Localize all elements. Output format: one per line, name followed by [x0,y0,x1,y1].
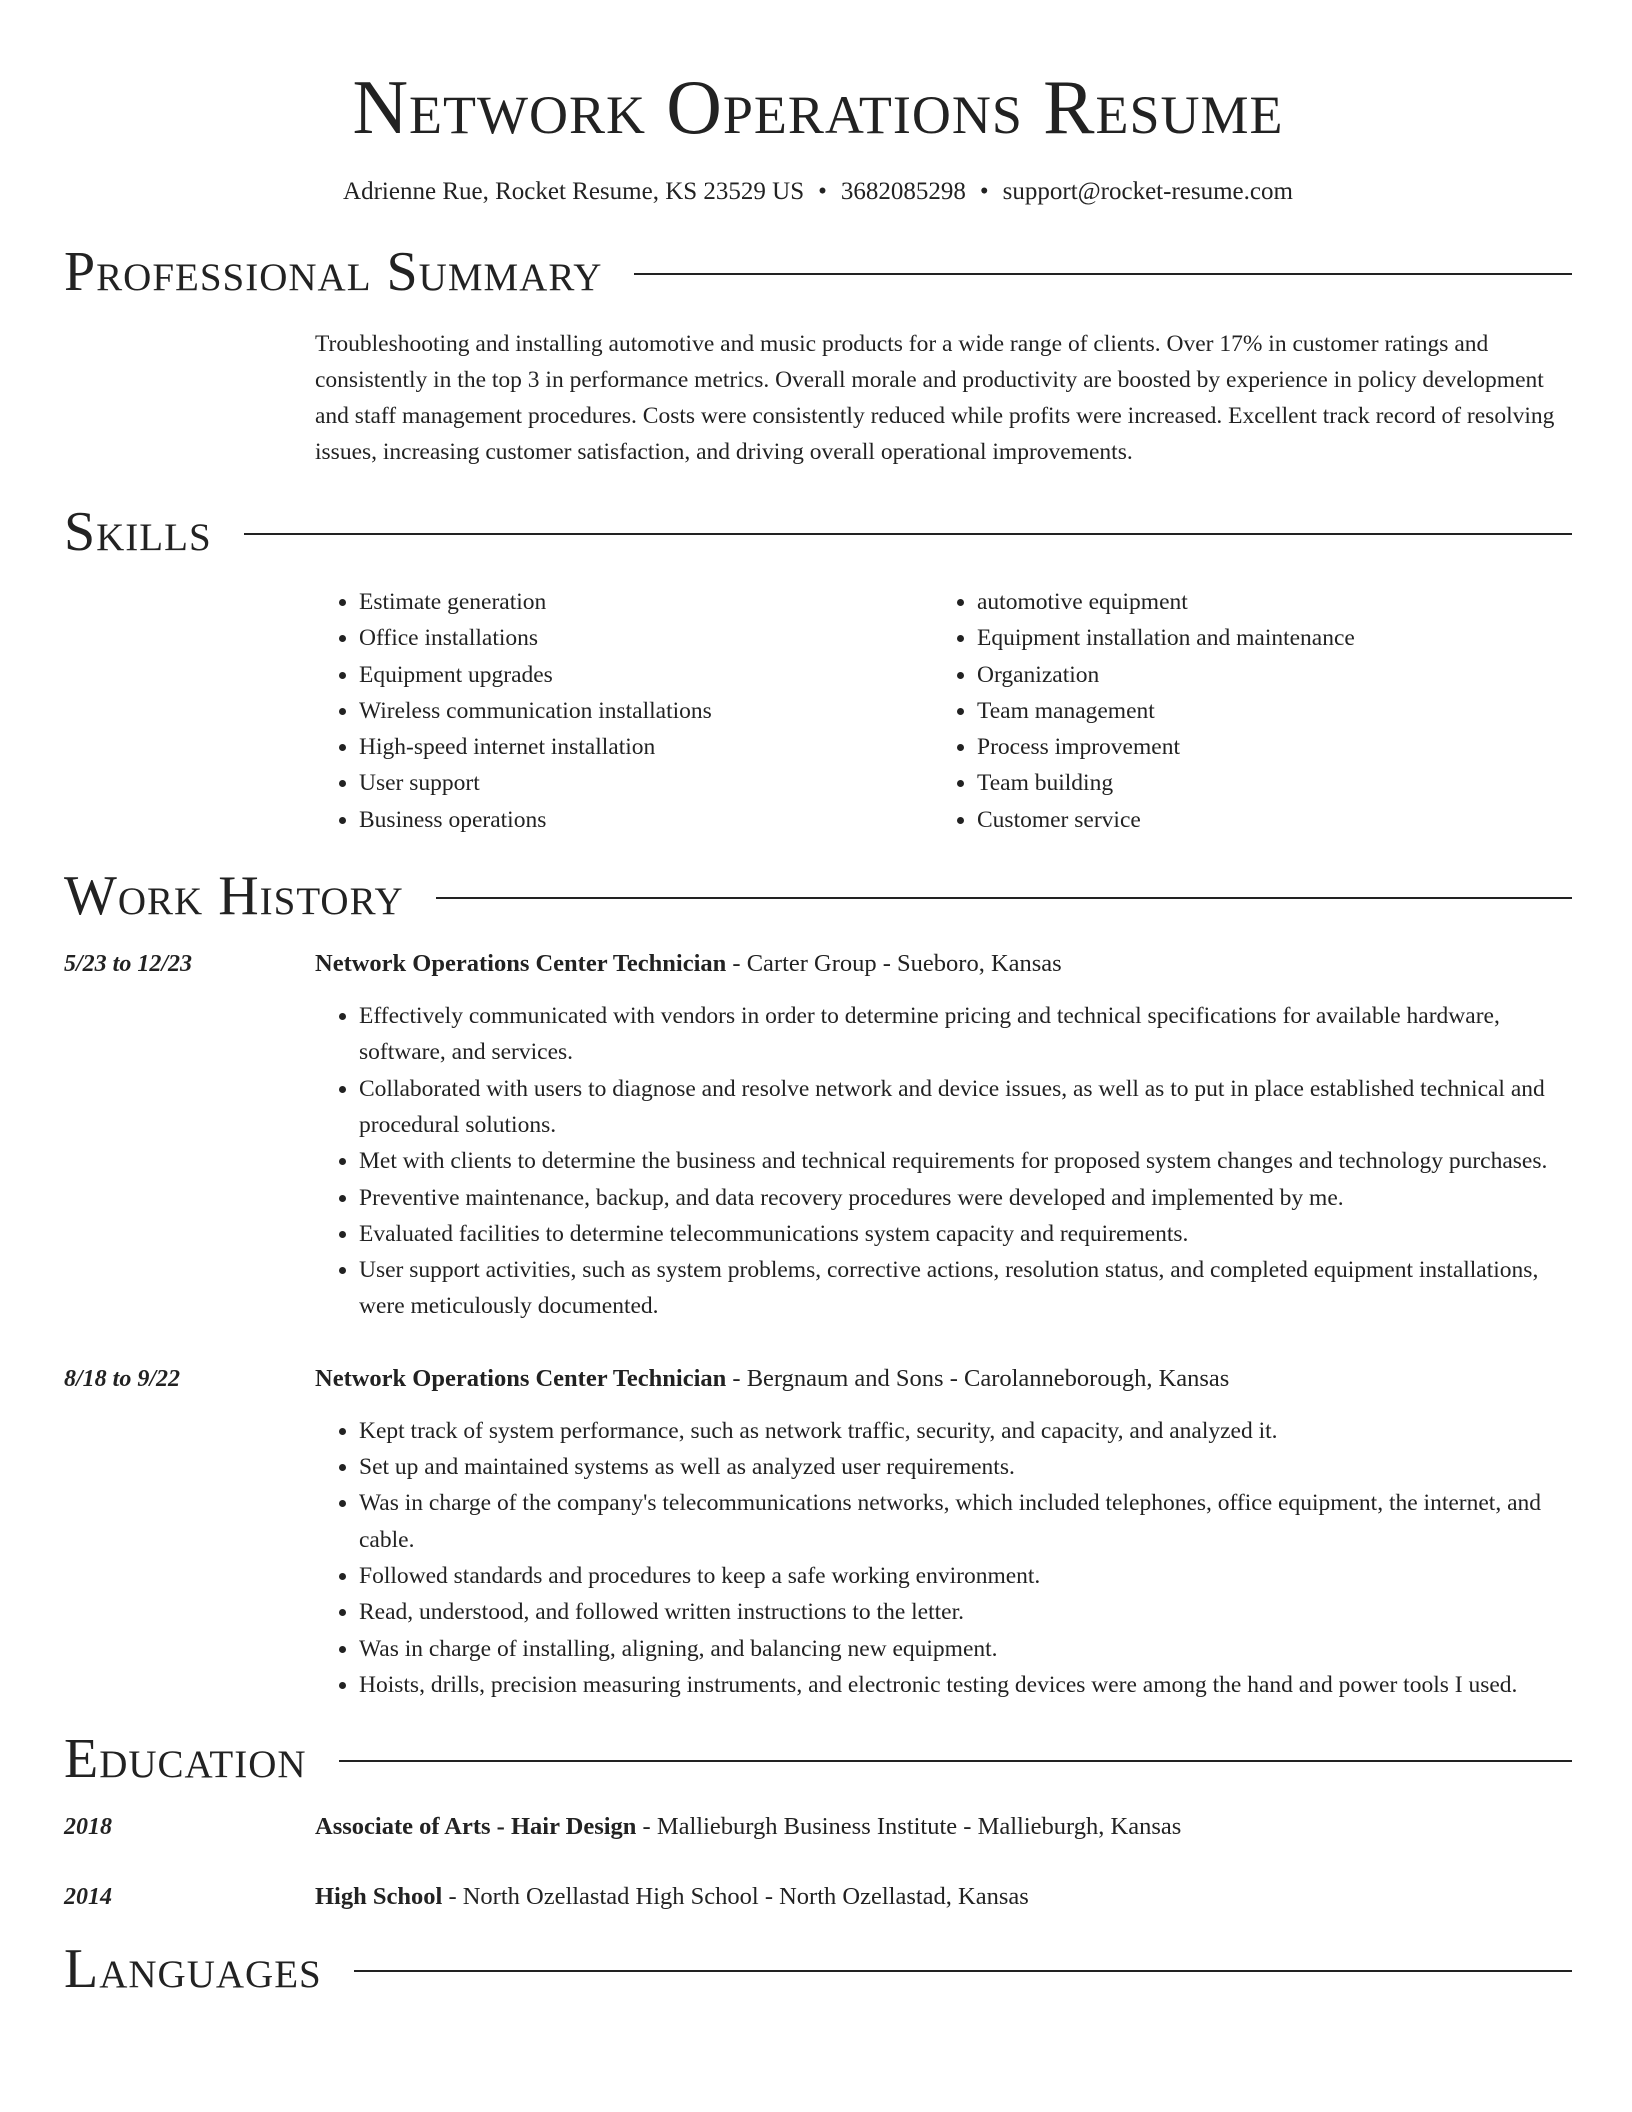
summary-text: Troubleshooting and installing automotive and music products for a wide range of clients. Over 17% in customer ratings and consistently in the top 3 in performance metrics. Overall morale and productivity are boosted by experience in policy development and staff management procedures. Costs were consistently reduced while profits were increased. Excellent track record of resolving issues, increasing customer satisfaction, and driving overall operational improvements. [315,331,1555,465]
work-bullet: • Collaborated with users to diagnose and resolve network and device issues, as well as to put in place established technical and procedural solutions. [359,1071,1572,1144]
education-heading [315,1809,1181,1845]
work-body [315,946,1572,1325]
education-heading [315,1879,1029,1915]
work-details: - Bergnaum and Sons - Carolanneborough, Kansas [726,1364,1230,1392]
work-body [315,1361,1572,1703]
skill-item: • Estimate generation [359,584,933,620]
contact-line [64,176,1572,208]
skill-item: • Office installations [359,620,933,656]
work-bullet: • Evaluated facilities to determine telecommunications system capacity and requirements. [359,1216,1572,1252]
education-details: - North Ozellastad High School - North Ozellastad, Kansas [442,1883,1029,1911]
work-bullet: • Met with clients to determine the business and technical requirements for proposed system changes and technology purchases. [359,1143,1572,1179]
skill-item: • User support [359,765,933,801]
education-details: - Mallieburgh Business Institute - Mallieburgh, Kansas [636,1813,1182,1841]
work-entry [64,1361,1572,1703]
section-header-summary [64,240,1572,304]
education-degree: Associate of Arts - Hair Design [315,1813,637,1841]
work-role: Network Operations Center Technician [315,950,727,978]
contact-separator: • [979,178,989,205]
work-bullet: • Effectively communicated with vendors in order to determine pricing and technical specifications for available hardware, software, and services. [359,998,1572,1071]
education-entry [64,1879,1572,1915]
section-title: Work History [64,865,404,928]
contact-separator: • [818,178,827,205]
section-title: Education [64,1728,307,1791]
section-divider [339,1760,1572,1762]
education-year: 2014 [64,1884,112,1911]
contact-email: support@rocket-resume.com [1002,178,1293,205]
resume-page [64,0,1572,2001]
section-divider [436,897,1572,899]
work-bullets [315,998,1572,1325]
section-header-work [64,864,1572,928]
section-divider [354,1970,1572,1972]
work-entry [64,946,1572,1325]
work-dates: 5/23 to 12/23 [64,951,193,978]
work-dates: 8/18 to 9/22 [64,1365,181,1392]
work-bullet: • User support activities, such as system problems, corrective actions, resolution status, and completed equipment installations, were meticulously documented. [359,1252,1572,1325]
skills-column-left [315,584,933,838]
section-title: Skills [64,501,212,563]
education-degree: High School [315,1883,443,1911]
skill-item: • Business operations [359,802,933,838]
section-header-skills [64,500,1572,564]
section-title: Professional Summary [64,241,603,303]
skill-item: • High-speed internet installation [359,729,933,765]
contact-address: Adrienne Rue, Rocket Resume, KS 23529 US [343,178,805,205]
work-bullet: • Was in charge of the company's telecommunications networks, which included telephones, office equipment, the internet, and cable. [359,1485,1572,1558]
section-header-languages [64,1937,1572,2001]
contact-phone: 3682085298 [840,178,966,205]
skill-item: • Process improvement [977,729,1551,765]
skill-item: • automotive equipment [977,584,1551,620]
work-bullet: • Set up and maintained systems as well as analyzed user requirements. [359,1449,1572,1485]
work-role: Network Operations Center Technician [315,1364,727,1392]
skills-list [315,584,1572,838]
skills-column-right [933,584,1551,838]
work-heading [315,946,1572,982]
work-bullet: • Hoists, drills, precision measuring instruments, and electronic testing devices were among the hand and power tools I used. [359,1667,1572,1703]
skill-item: • Team building [977,765,1551,801]
education-entry [64,1809,1572,1845]
work-bullet: • Followed standards and procedures to keep a safe working environment. [359,1558,1572,1594]
skill-item: • Equipment upgrades [359,657,933,693]
work-bullets [315,1413,1572,1703]
section-title: Languages [64,1938,322,2001]
education-year: 2018 [64,1814,112,1841]
skill-item: • Wireless communication installations [359,693,933,729]
section-divider [634,273,1572,275]
skill-item: • Organization [977,657,1551,693]
work-bullet: • Kept track of system performance, such as network traffic, security, and capacity, and analyzed it. [359,1413,1572,1449]
resume-title: Network Operations Resume [352,64,1284,150]
section-divider [244,533,1572,535]
work-details: - Carter Group - Sueboro, Kansas [726,950,1062,978]
skill-item: • Customer service [977,802,1551,838]
work-bullet: • Was in charge of installing, aligning, and balancing new equipment. [359,1631,1572,1667]
skill-item: • Equipment installation and maintenance [977,620,1551,656]
section-header-education [64,1727,1572,1791]
skill-item: • Team management [977,693,1551,729]
work-heading [315,1361,1572,1397]
work-bullet: • Read, understood, and followed written instructions to the letter. [359,1594,1572,1630]
work-bullet: • Preventive maintenance, backup, and data recovery procedures were developed and implemented by me. [359,1180,1572,1216]
